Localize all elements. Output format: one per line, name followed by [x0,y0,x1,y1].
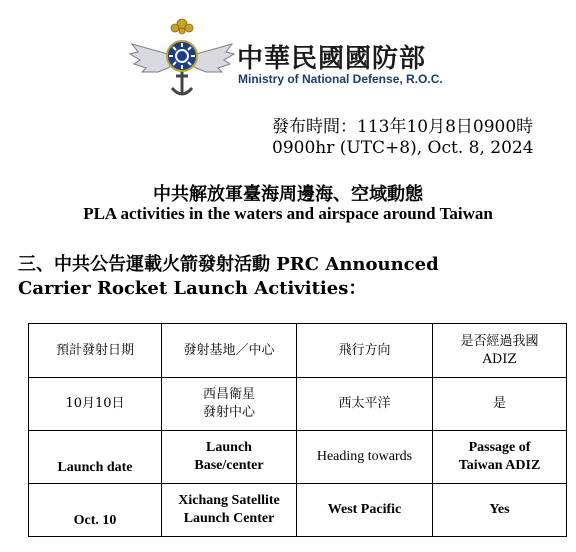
cell-text: Passage of Taiwan ADIZ [458,440,541,473]
launch-table [28,323,567,537]
table-header-row-zh [29,324,567,378]
cell-text: 10月10日 [65,396,125,411]
cell-text: Launch Base/center [194,440,264,473]
table-cell [433,484,567,537]
document-title-en: PLA activities in the waters and airspace around Taiwan [83,204,493,223]
release-time-en: 0900hr (UTC+8), Oct. 8, 2024 [272,138,534,158]
document-title-zh: 中共解放軍臺海周邊海、空域動態 [153,184,423,205]
table-cell [433,378,567,431]
table-cell [297,378,433,431]
table-cell [162,378,297,431]
table-cell [162,324,297,378]
cell-text: Yes [489,502,510,517]
table-cell [297,484,433,537]
table-row-en [29,484,567,537]
cell-text: 是 [492,396,506,411]
table-cell [433,431,567,484]
cell-text: Heading towards [316,449,413,464]
table-cell [29,431,162,484]
release-time-zh: 發布時間：113年10月8日0900時 [272,117,534,137]
table-row-zh [29,378,567,431]
cell-text: 飛行方向 [338,342,391,358]
cell-text: Oct. 10 [73,513,117,528]
cell-text: 西昌衛星 發射中心 [202,387,255,420]
table-cell [162,484,297,537]
cell-text: Launch date [57,460,133,475]
cell-text: 發射基地／中心 [183,342,275,358]
header [128,14,458,102]
cell-text: 西太平洋 [338,396,391,411]
table-cell [162,431,297,484]
table-header-row-en [29,431,567,484]
cell-text: Xichang Satellite Launch Center [178,493,280,526]
org-name-en: Ministry of National Defense, R.O.C. [238,72,443,86]
section-heading-zh: 三、中共公告運載火箭發射活動 PRC Announced [18,254,439,275]
org-name-zh: 中華民國國防部 [237,44,427,74]
defense-emblem-icon [128,14,236,102]
table-cell [297,431,433,484]
table-cell [29,324,162,378]
cell-text: 是否經過我國 ADIZ [460,333,539,367]
table-cell [29,484,162,537]
section-heading-en: Carrier Rocket Launch Activities： [18,278,367,299]
cell-text: 預計發射日期 [55,342,134,358]
cell-text: West Pacific [327,502,402,517]
table-cell [29,378,162,431]
table-cell [433,324,567,378]
table-cell [297,324,433,378]
